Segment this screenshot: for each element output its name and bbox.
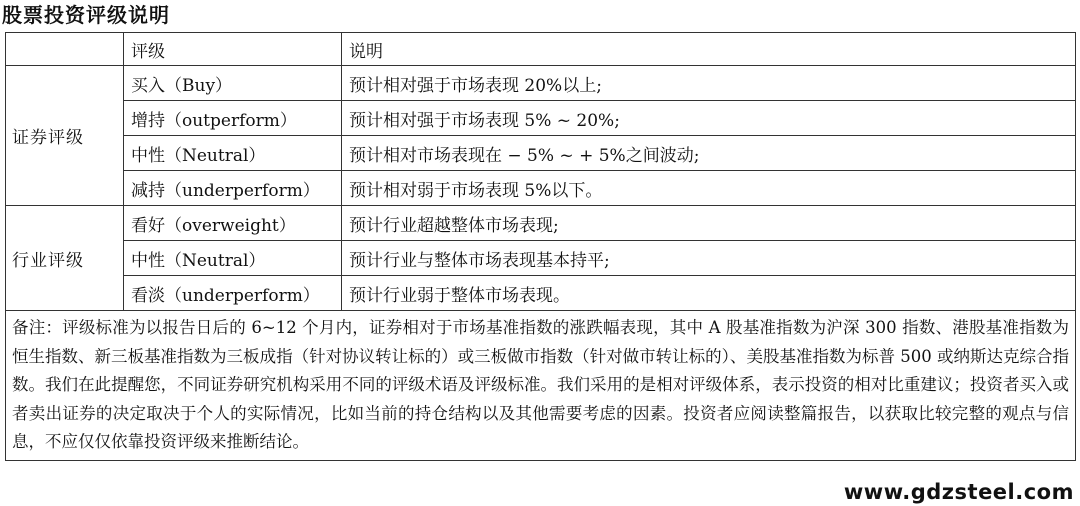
table-row — [6, 101, 1076, 136]
description-cell: 预计行业与整体市场表现基本持平; — [342, 241, 1076, 276]
description-cell: 预计相对强于市场表现 20%以上; — [342, 66, 1076, 101]
description-cell: 预计行业弱于整体市场表现。 — [342, 276, 1076, 311]
rating-cell: 买入（Buy） — [124, 66, 342, 101]
table-header-row — [6, 33, 1076, 66]
table-row — [6, 136, 1076, 171]
header-description: 说明 — [342, 33, 1076, 66]
rating-table — [5, 32, 1076, 461]
category-securities: 证券评级 — [6, 66, 124, 206]
table-row — [6, 66, 1076, 101]
category-industry: 行业评级 — [6, 206, 124, 311]
description-cell: 预计行业超越整体市场表现; — [342, 206, 1076, 241]
rating-cell: 中性（Neutral） — [124, 136, 342, 171]
page-title: 股票投资评级说明 — [2, 3, 170, 27]
note-text: 备注：评级标准为以报告日后的 6~12 个月内，证券相对于市场基准指数的涨跌幅表现，其中 A 股基准指数为沪深 300 指数、港股基准指数为恒生指数、新三板基准指数为三板成指（针对协议转让标的）或三板做市指数（针对做市转让标的）、美股基准指数为标普 500 或纳斯达克综合指数。我们在此提醒您，不同证券研究机构采用不同的评级术语及评级标准。我们采用的是相对评级体系，表示投资的相对比重建议；投资者买入或者卖出证券的决定取决于个人的实际情况，比如当前的持仓结构以及其他需要考虑的因素。投资者应阅读整篇报告，以获取比较完整的观点与信息，不应仅仅依靠投资评级来推断结论。 — [6, 311, 1076, 461]
description-cell: 预计相对强于市场表现 5% ~ 20%; — [342, 101, 1076, 136]
table-row — [6, 276, 1076, 311]
rating-cell: 增持（outperform） — [124, 101, 342, 136]
table-row — [6, 171, 1076, 206]
description-cell: 预计相对市场表现在 − 5% ~ + 5%之间波动; — [342, 136, 1076, 171]
description-cell: 预计相对弱于市场表现 5%以下。 — [342, 171, 1076, 206]
rating-cell: 减持（underperform） — [124, 171, 342, 206]
rating-cell: 看淡（underperform） — [124, 276, 342, 311]
header-empty-cell — [6, 33, 124, 66]
watermark-text: www.gdzsteel.com — [843, 480, 1074, 504]
header-rating: 评级 — [124, 33, 342, 66]
rating-cell: 中性（Neutral） — [124, 241, 342, 276]
note-row — [6, 311, 1076, 461]
table-row — [6, 241, 1076, 276]
table-row — [6, 206, 1076, 241]
rating-cell: 看好（overweight） — [124, 206, 342, 241]
